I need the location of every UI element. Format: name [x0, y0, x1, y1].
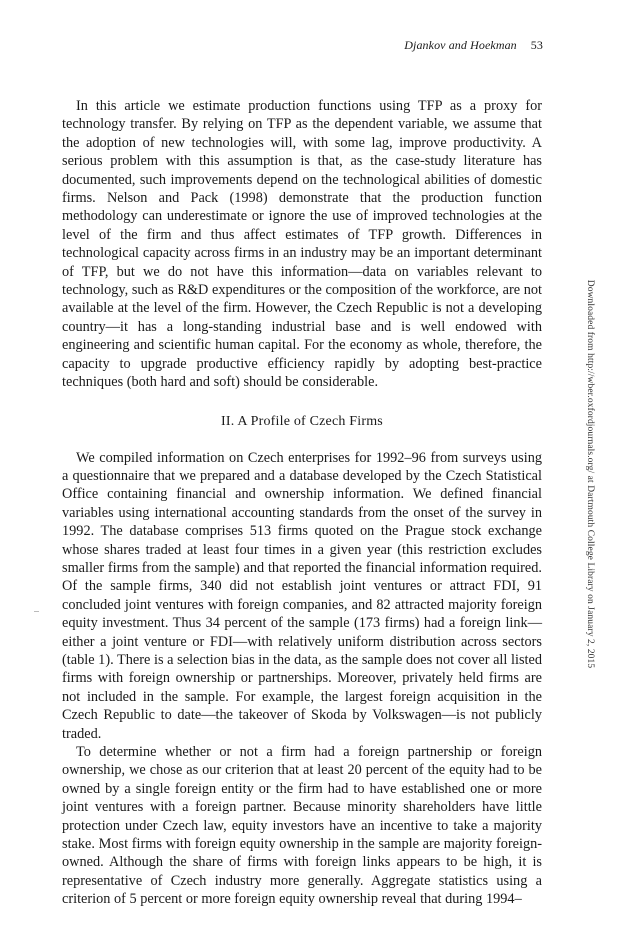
running-head-authors: Djankov and Hoekman: [404, 38, 517, 52]
paragraph-3: To determine whether or not a firm had a foreign partnership or foreign ownership, we chose as our criterion that at least 20 percent of the equity had to be owned by a single foreign entity or the firm had to have established one or more joint ventures with a foreign partner. Because minority shareholders have little protection under Czech law, equity investors have an incentive to take a majority stake. Most firms with foreign equity ownership in the sample are majority foreign-owned. Although the share of firms with foreign links appears to be high, it is representative of Czech industry more generally. Aggregate statistics using a criterion of 5 percent or more foreign equity ownership reveal that during 1994–: [62, 744, 542, 908]
article-body: [62, 97, 542, 909]
paragraph-2: We compiled information on Czech enterprises for 1992–96 from surveys using a questionnaire that we prepared and a database developed by the Czech Statistical Office containing financial and ownership information. We defined financial variables using international accounting standards from the onset of the survey in 1992. The database comprises 513 firms quoted on the Prague stock exchange whose shares traded at least four times in a given year (this restriction excludes smaller firms from the sample) and that reported the financial information required. Of the sample firms, 340 did not establish joint ventures or attract FDI, 91 concluded joint ventures with foreign companies, and 82 attracted majority foreign equity investment. Thus 34 percent of the sample (173 firms) had a foreign link—either a joint venture or FDI—with relatively uniform distribution across sectors (table 1). There is a selection bias in the data, as the sample does not cover all listed firms with foreign ownership or partnerships. Moreover, privately held firms are not included in the sample. For example, the largest foreign acquisition in the Czech Republic to date—the takeover of Skoda by Volkswagen—is not publicly traded.: [62, 449, 542, 742]
running-head: [404, 38, 543, 53]
section-heading: II. A Profile of Czech Firms: [221, 413, 383, 429]
page-number: 53: [530, 38, 543, 52]
download-watermark: Downloaded from http://wber.oxfordjournals.org/ at Dartmouth College Library on January 2, 2015: [585, 279, 595, 669]
margin-mark: [34, 611, 39, 612]
paragraph-1: In this article we estimate production functions using TFP as a proxy for technology transfer. By relying on TFP as the dependent variable, we assume that the adoption of new technologies will, with some lag, improve productivity. A serious problem with this assumption is that, as the case-study literature has documented, such improvements depend on the technological abilities of domestic firms. Nelson and Pack (1998) demonstrate that the production function methodology can underestimate or ignore the use of improved technologies at the level of the firm and thus affect estimates of TFP growth. Differences in technological capacity across firms in an industry may be an important determinant of TFP, but we do not have this information—data on variables relevant to technology, such as R&D expenditures or the composition of the workforce, are not available at the level of the firm. However, the Czech Republic is not a developing country—it has a long-standing industrial base and is well endowed with engineering and scientific human capital. For the economy as whole, therefore, the capacity to upgrade productive efficiency rapidly by adopting best-practice techniques (both hard and soft) should be considerable.: [62, 98, 542, 391]
